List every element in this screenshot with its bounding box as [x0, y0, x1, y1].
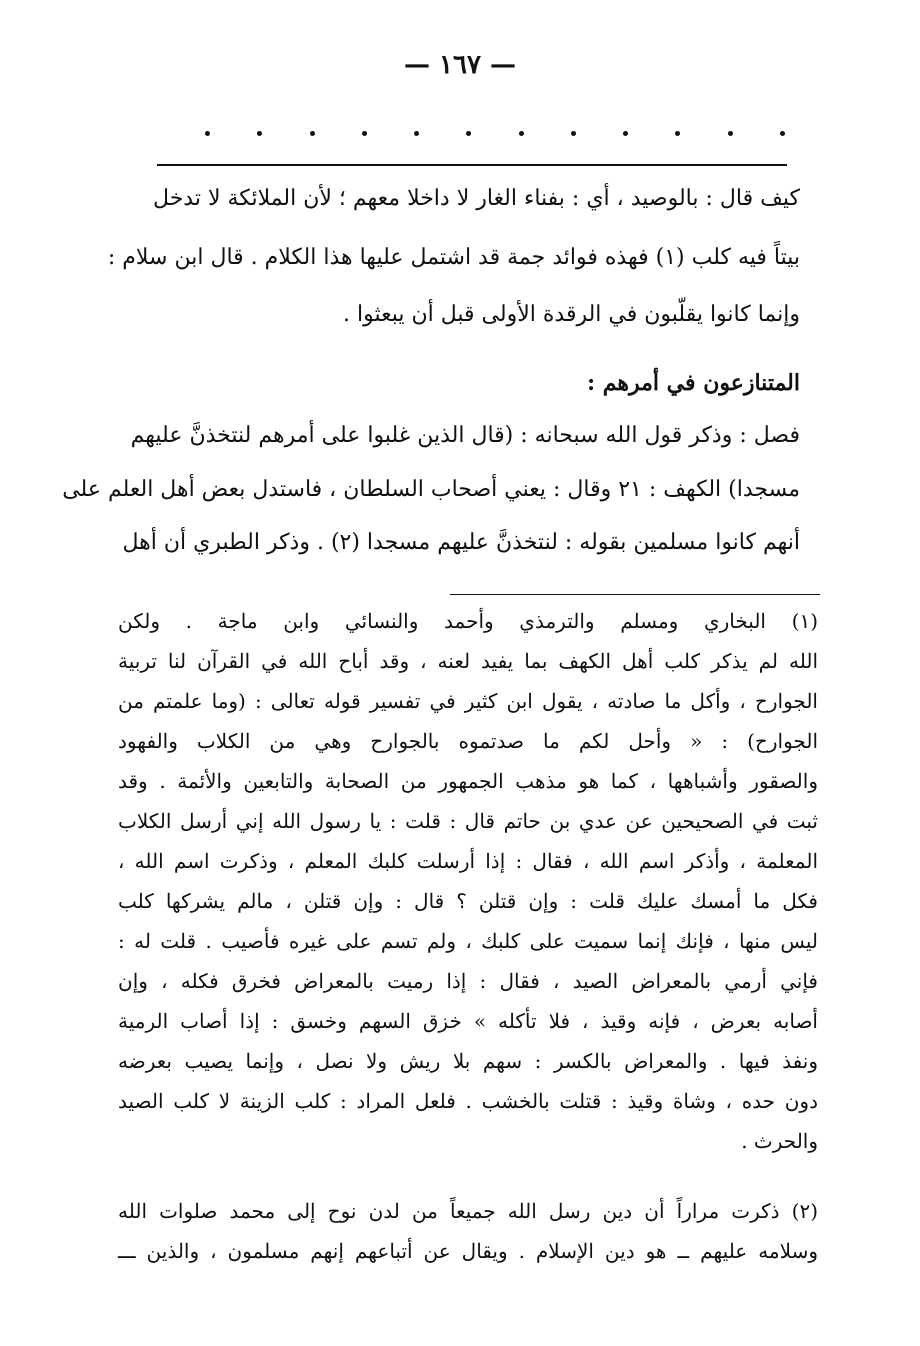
footnote-line: ليس منها ، فإنك إنما سميت على كلبك ، ولم تسم على غيره فأصيب . قلت له : [118, 929, 818, 953]
footnote-line: ونفذ فيها . والمعراض بالكسر : سهم بلا ريش ولا نصل ، وإنما يصيب بعرضه [118, 1049, 818, 1073]
dot [362, 131, 367, 136]
footnote-line: الجوارح ، وأكل ما صادته ، يقول ابن كثير في تفسير قوله تعالى : (وما علمتم من [118, 689, 818, 713]
footnote-line: ثبت في الصحيحين عن عدي بن حاتم قال : قلت : يا رسول الله إني أرسل الكلاب [118, 809, 818, 833]
dot [519, 131, 524, 136]
dot [780, 131, 785, 136]
footnote-line: وسلامه عليهم ــ هو دين الإسلام . ويقال عن أتباعهم إنهم مسلمون ، والذين ـــ [118, 1239, 818, 1263]
footnote-separator [450, 594, 820, 595]
page-number: — ١٦٧ — [403, 50, 517, 80]
dot [466, 131, 471, 136]
section-line: أنهم كانوا مسلمين بقوله : لنتخذنَّ عليهم مسجدا (٢) . وذكر الطبري أن أهل [122, 530, 800, 555]
dot [728, 131, 733, 136]
footnote-line: والحرث . [741, 1129, 818, 1153]
section-heading: المتنازعون في أمرهم : [586, 370, 800, 396]
footnote-line: والصقور وأشباهها ، كما هو مذهب الجمهور من الصحابة والتابعين والأئمة . وقد [118, 769, 818, 793]
dot [414, 131, 419, 136]
footnote-line: (١) البخاري ومسلم والترمذي وأحمد والنسائي وابن ماجة . ولكن [118, 609, 818, 633]
main-line: بيتاً فيه كلب (١) فهذه فوائد جمة قد اشتمل عليها هذا الكلام . قال ابن سلام : [107, 245, 800, 270]
main-line: كيف قال : بالوصيد ، أي : بفناء الغار لا داخلا معهم ؛ لأن الملائكة لا تدخل [153, 186, 800, 211]
dot [675, 131, 680, 136]
footnote-line: الله لم يذكر كلب أهل الكهف بما يفيد لعنه ، وقد أباح الله في القرآن لنا تربية [118, 649, 818, 673]
main-line: وإنما كانوا يقلّبون في الرقدة الأولى قبل أن يبعثوا . [343, 302, 800, 327]
section-line: فصل : وذكر قول الله سبحانه : (قال الذين غلبوا على أمرهم لنتخذنَّ عليهم [130, 423, 800, 448]
dot [571, 131, 576, 136]
footnote-line: فإني أرمي بالمعراض الصيد ، فقال : إذا رميت بالمعراض فخرق فكله ، وإن [118, 969, 818, 993]
dot [623, 131, 628, 136]
footnote-line: الجوارح) : « وأحل لكم ما صدتموه بالجوارح وهي من الكلاب والفهود [118, 729, 818, 753]
top-rule [157, 164, 787, 166]
footnote-line: أصابه بعرض ، فإنه وقيذ ، فلا تأكله » خزق السهم وخسق : إذا أصاب الرمية [118, 1009, 818, 1033]
ornamental-dots [205, 118, 785, 148]
dot [257, 131, 262, 136]
footnote-line: دون حده ، وشاة وقيذ : قتلت بالخشب . فلعل المراد : كلب الزينة لا كلب الصيد [118, 1089, 818, 1113]
footnote-line: فكل ما أمسك عليك قلت : وإن قتلن ؟ قال : وإن قتلن ، مالم يشركها كلب [118, 889, 818, 913]
section-line: مسجدا) الكهف : ٢١ وقال : يعني أصحاب السلطان ، فاستدل بعض أهل العلم على [62, 477, 800, 502]
footnote-line: (٢) ذكرت مراراً أن دين رسل الله جميعاً من لدن نوح إلى محمد صلوات الله [118, 1199, 818, 1223]
dot [205, 131, 210, 136]
dot [310, 131, 315, 136]
footnote-line: المعلمة ، وأذكر اسم الله ، فقال : إذا أرسلت كلبك المعلم ، وذكرت اسم الله ، [118, 849, 818, 873]
